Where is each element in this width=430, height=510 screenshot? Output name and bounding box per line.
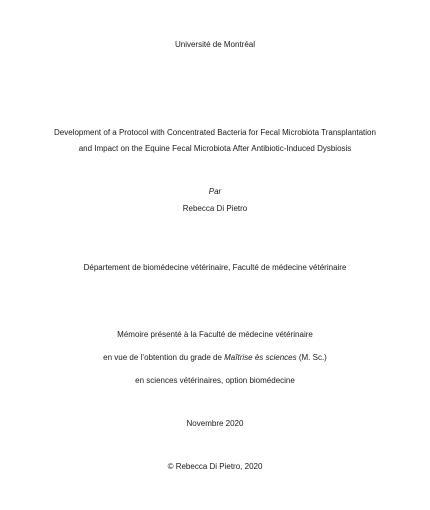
author-by: Par <box>208 187 222 196</box>
copyright-notice: © Rebecca Di Pietro, 2020 <box>167 462 263 471</box>
department: Département de biomédecine vétérinaire, Faculté de médecine vétérinaire <box>83 263 347 272</box>
author-name: Rebecca Di Pietro <box>182 204 248 213</box>
thesis-title-line-1: Development of a Protocol with Concentrated Bacteria for Fecal Microbiota Transplantation <box>54 128 376 137</box>
submission-line-1: Mémoire présenté à la Faculté de médecine vétérinaire <box>117 330 313 339</box>
submission-line-2 <box>0 353 430 363</box>
degree-prefix: en vue de l’obtention du grade de <box>103 353 225 362</box>
degree-name: Maîtrise ès sciences <box>224 353 297 362</box>
submission-date: Novembre 2020 <box>186 419 244 428</box>
degree-suffix: (M. Sc.) <box>296 353 327 362</box>
thesis-title-line-2: and Impact on the Equine Fecal Microbiota After Antibiotic-Induced Dysbiosis <box>78 144 352 153</box>
university-name: Université de Montréal <box>174 40 256 49</box>
submission-line-3: en sciences vétérinaires, option biomédecine <box>135 376 295 385</box>
